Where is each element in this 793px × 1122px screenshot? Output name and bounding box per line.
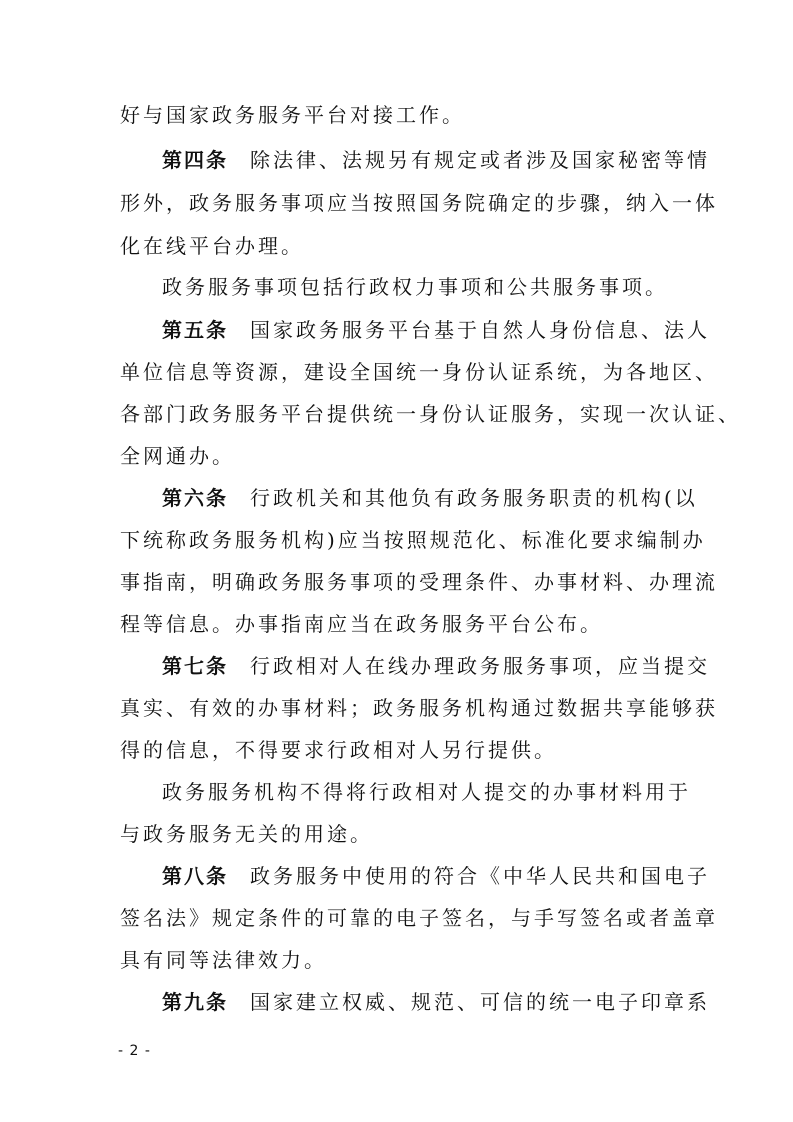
paragraph-line: 政务服务事项包括行政权力事项和公共服务事项。 — [162, 275, 668, 299]
article-text: 国家建立权威、规范、可信的统一电子印章系 — [250, 990, 710, 1014]
text-line: 事指南，明确政务服务事项的受理条件、办事材料、办理流 — [120, 570, 718, 594]
text-line: 签名法》规定条件的可靠的电子签名，与手写签名或者盖章 — [120, 906, 718, 930]
text-line: 真实、有效的办事材料；政务服务机构通过数据共享能够获 — [120, 696, 718, 720]
paragraph-line: 政务服务机构不得将行政相对人提交的办事材料用于 — [162, 780, 691, 804]
article-label: 第七条 — [162, 654, 228, 678]
article-label: 第九条 — [162, 990, 228, 1014]
text-line: 各部门政务服务平台提供统一身份认证服务，实现一次认证、 — [120, 402, 741, 426]
page-number: - 2 - — [118, 1043, 151, 1059]
text-line: 化在线平台办理。 — [120, 234, 304, 258]
article-8-line — [162, 864, 710, 888]
text-line: 好与国家政务服务平台对接工作。 — [120, 103, 465, 127]
article-text: 国家政务服务平台基于自然人身份信息、法人 — [250, 318, 710, 342]
article-text: 行政机关和其他负有政务服务职责的机构(以 — [250, 486, 698, 510]
article-label: 第六条 — [162, 486, 228, 510]
text-line: 与政务服务无关的用途。 — [120, 822, 373, 846]
text-line: 形外，政务服务事项应当按照国务院确定的步骤，纳入一体 — [120, 191, 718, 215]
text-line: 得的信息，不得要求行政相对人另行提供。 — [120, 738, 557, 762]
text-line: 单位信息等资源，建设全国统一身份认证系统，为各地区、 — [120, 360, 718, 384]
article-label: 第五条 — [162, 318, 228, 342]
article-text: 行政相对人在线办理政务服务事项，应当提交 — [250, 654, 710, 678]
article-9-line — [162, 990, 710, 1014]
article-text: 除法律、法规另有规定或者涉及国家秘密等情 — [250, 148, 710, 172]
article-5-line — [162, 318, 710, 342]
article-label: 第四条 — [162, 148, 228, 172]
text-line: 具有同等法律效力。 — [120, 948, 327, 972]
article-label: 第八条 — [162, 864, 228, 888]
article-text: 政务服务中使用的符合《中华人民共和国电子 — [250, 864, 710, 888]
article-7-line — [162, 654, 710, 678]
article-4-line — [162, 148, 710, 172]
text-line: 全网通办。 — [120, 444, 235, 468]
text-line: 下统称政务服务机构)应当按照规范化、标准化要求编制办 — [120, 528, 706, 552]
article-6-line — [162, 486, 698, 510]
text-line: 程等信息。办事指南应当在政务服务平台公布。 — [120, 612, 603, 636]
